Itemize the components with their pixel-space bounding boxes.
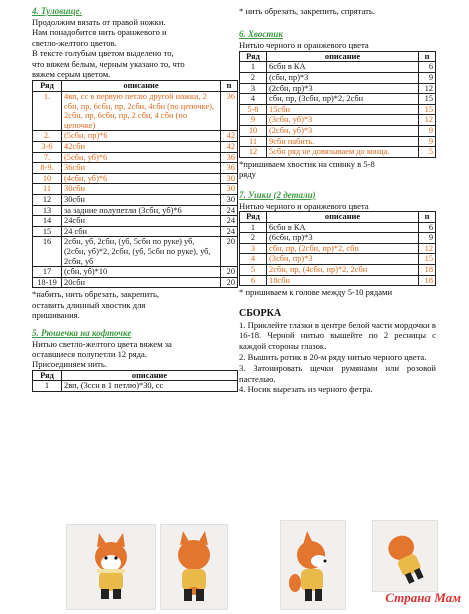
- text-line: оставить длинный хвостик для: [32, 299, 146, 310]
- row-count: 24: [221, 216, 238, 227]
- row-number: 5-8: [240, 104, 267, 115]
- table-row: [240, 62, 436, 73]
- col-count: п: [221, 81, 238, 92]
- row-count: 6: [419, 62, 436, 73]
- photo-fox-side: [280, 520, 346, 610]
- section7-subtitle: Нитью черного и оранжевого цвета: [239, 200, 369, 211]
- text-line: светло-желтого цветов.: [32, 37, 117, 48]
- table-row: [33, 152, 238, 163]
- table-row: [33, 216, 238, 227]
- row-count: 18: [419, 275, 436, 286]
- row-description: 2сбн, уб, 2сбн, (уб, 5сбн по руке) уб, (2сбн, уб)*2, 2сбн, (уб, 5сбн по руке), уб, 2сбн, уб: [62, 237, 221, 267]
- row-description: (3сбн, уб)*3: [267, 115, 419, 126]
- right-column: [239, 0, 436, 395]
- row-number: 1: [240, 222, 267, 233]
- table-row: [33, 92, 238, 131]
- row-count: 20: [221, 237, 238, 267]
- photo-fox-front: [66, 524, 156, 610]
- row-number: 6: [240, 275, 267, 286]
- table-row: [33, 237, 238, 267]
- text-line: 4. Носик вырезать из черного фетра.: [239, 384, 373, 395]
- row-description: 9сбн набить.: [267, 136, 419, 147]
- table-row: [33, 381, 238, 392]
- row-count: 42: [221, 131, 238, 142]
- row-count: 12: [419, 115, 436, 126]
- text-line: *пришиваем хвостик на спинку в 5-8: [239, 158, 375, 169]
- row-count: 24: [221, 226, 238, 237]
- col-row: Ряд: [240, 51, 267, 62]
- col-row: Ряд: [33, 370, 62, 381]
- table-row: [240, 254, 436, 265]
- row-description: 6сбн в КА: [267, 222, 419, 233]
- row-description: 24сбн: [62, 216, 221, 227]
- row-count: 9: [419, 125, 436, 136]
- fox-back-image: [161, 525, 227, 609]
- row-number: 5: [240, 264, 267, 275]
- row-description: 2вп, (3сcн в 1 петлю)*30, сс: [62, 381, 238, 392]
- row-number: 4: [240, 254, 267, 265]
- row-number: 2: [240, 233, 267, 244]
- row-description: 2сбн, пр, (4сбн, пр)*2, 2сбн: [267, 264, 419, 275]
- row-count: 30: [221, 184, 238, 195]
- col-row: Ряд: [240, 211, 267, 222]
- table-row: [240, 222, 436, 233]
- row-number: 13: [33, 205, 62, 216]
- table-row: [240, 73, 436, 84]
- text-line: *набить, нить обрезать, закрепить,: [32, 289, 160, 300]
- text-line: Присоединяем нить.: [32, 359, 107, 370]
- text-line: пришивания.: [32, 310, 80, 321]
- row-number: 15: [33, 226, 62, 237]
- row-number: 1.: [33, 92, 62, 131]
- text-line: что вяжем белым, черным указано то, что: [32, 58, 185, 69]
- row-count: 30: [221, 194, 238, 205]
- assembly-steps: [239, 320, 436, 396]
- ruffle-table: [32, 370, 238, 392]
- col-row: Ряд: [33, 81, 62, 92]
- row-description: 6сбн в КА: [267, 62, 419, 73]
- row-number: 3: [240, 83, 267, 94]
- row-description: 30сбн: [62, 184, 221, 195]
- row-number: 2: [240, 73, 267, 84]
- col-desc: описание: [267, 211, 419, 222]
- row-number: 2.: [33, 131, 62, 142]
- row-number: 1: [33, 381, 62, 392]
- row-description: (6сбн, пр)*3: [267, 233, 419, 244]
- row-number: 11: [240, 136, 267, 147]
- tail-note: [239, 159, 436, 180]
- row-count: 20: [221, 267, 238, 278]
- section5-intro: [32, 339, 234, 370]
- table-row: [33, 194, 238, 205]
- row-number: 9: [240, 115, 267, 126]
- section4-intro: [32, 17, 234, 79]
- ears-note: * пришиваем к голове между 5-10 рядами: [239, 287, 393, 298]
- row-description: 15сбн: [267, 104, 419, 115]
- row-count: 36: [221, 163, 238, 174]
- section6-subtitle: Нитью черного и оранжевого цвета: [239, 40, 369, 51]
- row-count: 24: [221, 205, 238, 216]
- table-row: [33, 226, 238, 237]
- section6-title: 6. Хвостик: [239, 29, 283, 40]
- tail-table: [239, 51, 436, 158]
- row-description: (2сбн, пр)*3: [267, 83, 419, 94]
- section4-note: [32, 289, 234, 320]
- row-number: 16: [33, 237, 62, 267]
- text-line: 1. Приклейте глазки в центре белой части мордочки в 16-18. Черной нитью вышейте по 2 ресницы с каждой стороны глазок.: [239, 319, 436, 352]
- text-line: Нитью светло-желтого цвета вяжем за: [32, 338, 172, 349]
- row-number: 7.: [33, 152, 62, 163]
- row-number: 12: [33, 194, 62, 205]
- col-count: п: [419, 211, 436, 222]
- text-line: Продолжим вязать от правой ножки.: [32, 17, 166, 27]
- text-line: оставшиеся полупетли 12 ряда.: [32, 348, 147, 359]
- row-description: (сбн, уб)*10: [62, 267, 221, 278]
- section4-title: 4. Туловище.: [32, 6, 82, 16]
- table-row: [33, 173, 238, 184]
- site-watermark: Страна Мам: [385, 590, 461, 605]
- text-line: ряду: [239, 169, 256, 180]
- row-description: (сбн, пр)*3: [267, 73, 419, 84]
- row-number: 3-6: [33, 142, 62, 153]
- table-row: [33, 277, 238, 288]
- row-description: (4сбн, уб)*6: [62, 173, 221, 184]
- cut-thread-note: * нить обрезать, закрепить, спрятать.: [239, 6, 375, 16]
- left-column: [32, 0, 234, 392]
- table-row: [240, 136, 436, 147]
- table-row: [33, 184, 238, 195]
- row-count: 20: [221, 277, 238, 288]
- table-row: [240, 147, 436, 158]
- row-count: 42: [221, 142, 238, 153]
- table-row: [240, 83, 436, 94]
- text-line: 2. Вышить ротик в 20-м ряду нитью черного цвета.: [239, 351, 427, 362]
- table-row: [240, 94, 436, 105]
- row-description: за задние полупетли (3сбн, уб)*6: [62, 205, 221, 216]
- row-number: 3: [240, 243, 267, 254]
- row-description: 20сбн: [62, 277, 221, 288]
- row-number: 17: [33, 267, 62, 278]
- table-row: [240, 115, 436, 126]
- fox-front-image: [67, 525, 155, 609]
- row-description: (3сбн, пр)*3: [267, 254, 419, 265]
- col-count: п: [419, 51, 436, 62]
- row-count: 9: [419, 73, 436, 84]
- col-desc: описание: [62, 370, 238, 381]
- text-line: В тексте голубым цветом выделено то,: [32, 48, 174, 59]
- row-count: 36: [221, 152, 238, 163]
- row-count: 6: [419, 222, 436, 233]
- row-description: (5сбн, уб)*6: [62, 152, 221, 163]
- table-row: [240, 243, 436, 254]
- row-count: 12: [419, 243, 436, 254]
- table-row: [33, 205, 238, 216]
- row-description: 42сбн: [62, 142, 221, 153]
- row-description: 18сбн: [267, 275, 419, 286]
- row-description: 30сбн: [62, 194, 221, 205]
- row-description: сбн, пр, (3сбн, пр)*2, 2сбн: [267, 94, 419, 105]
- section7-title: 7. Ушки (2 детали): [239, 189, 316, 200]
- row-count: 36: [221, 92, 238, 131]
- row-number: 10: [240, 125, 267, 136]
- row-number: 14: [33, 216, 62, 227]
- row-count: 15: [419, 104, 436, 115]
- row-count: 15: [419, 94, 436, 105]
- photo-fox-back: [160, 524, 228, 610]
- table-row: [240, 104, 436, 115]
- table-row: [33, 163, 238, 174]
- text-line: Нам понадобится нить оранжевого и: [32, 27, 167, 38]
- text-line: 3. Затонировать щечки румянами или розовой пастелью.: [239, 362, 436, 384]
- row-count: 15: [419, 254, 436, 265]
- table-row: [240, 264, 436, 275]
- row-count: 9: [419, 233, 436, 244]
- table-row: [33, 131, 238, 142]
- row-count: 18: [419, 264, 436, 275]
- row-description: (2сбн, уб)*3: [267, 125, 419, 136]
- row-number: 12: [240, 147, 267, 158]
- fox-side-image: [281, 521, 345, 609]
- text-line: вяжем серым цветом.: [32, 69, 111, 80]
- table-row: [240, 275, 436, 286]
- col-desc: описание: [267, 51, 419, 62]
- fox-tilt-image: [373, 521, 437, 591]
- row-description: 36сбн: [62, 163, 221, 174]
- row-count: 30: [221, 173, 238, 184]
- row-count: 9: [419, 136, 436, 147]
- photo-fox-tilt: [372, 520, 438, 592]
- row-description: сбн, пр, (2сбн, пр)*2, сбн: [267, 243, 419, 254]
- table-row: [240, 233, 436, 244]
- row-count: 5: [419, 147, 436, 158]
- assembly-title: СБОРКА: [239, 307, 282, 319]
- row-number: 18-19: [33, 277, 62, 288]
- row-number: 11: [33, 184, 62, 195]
- col-desc: описание: [62, 81, 221, 92]
- ears-table: [239, 211, 436, 286]
- row-description: (5сбн, пр)*6: [62, 131, 221, 142]
- row-count: 12: [419, 83, 436, 94]
- table-row: [33, 142, 238, 153]
- row-number: 1: [240, 62, 267, 73]
- row-description: 24 сбн: [62, 226, 221, 237]
- row-number: 8-9.: [33, 163, 62, 174]
- row-description: 4вп, сс в первую петлю другой ножки, 2 сбн, пр, 6сбн, пр, 2сбн, 4сбн (по цепочке), 2сбн, пр, 6сбн, пр, 2 сбн, 4 сбн (по цепочке): [62, 92, 221, 131]
- section5-title: 5. Рюшечка на кофточке: [32, 327, 132, 338]
- table-row: [240, 125, 436, 136]
- row-number: 10: [33, 173, 62, 184]
- row-description: 5сбн ряд не довязываем до конца.: [267, 147, 419, 158]
- table-row: [33, 267, 238, 278]
- row-number: 4: [240, 94, 267, 105]
- body-table: [32, 80, 238, 288]
